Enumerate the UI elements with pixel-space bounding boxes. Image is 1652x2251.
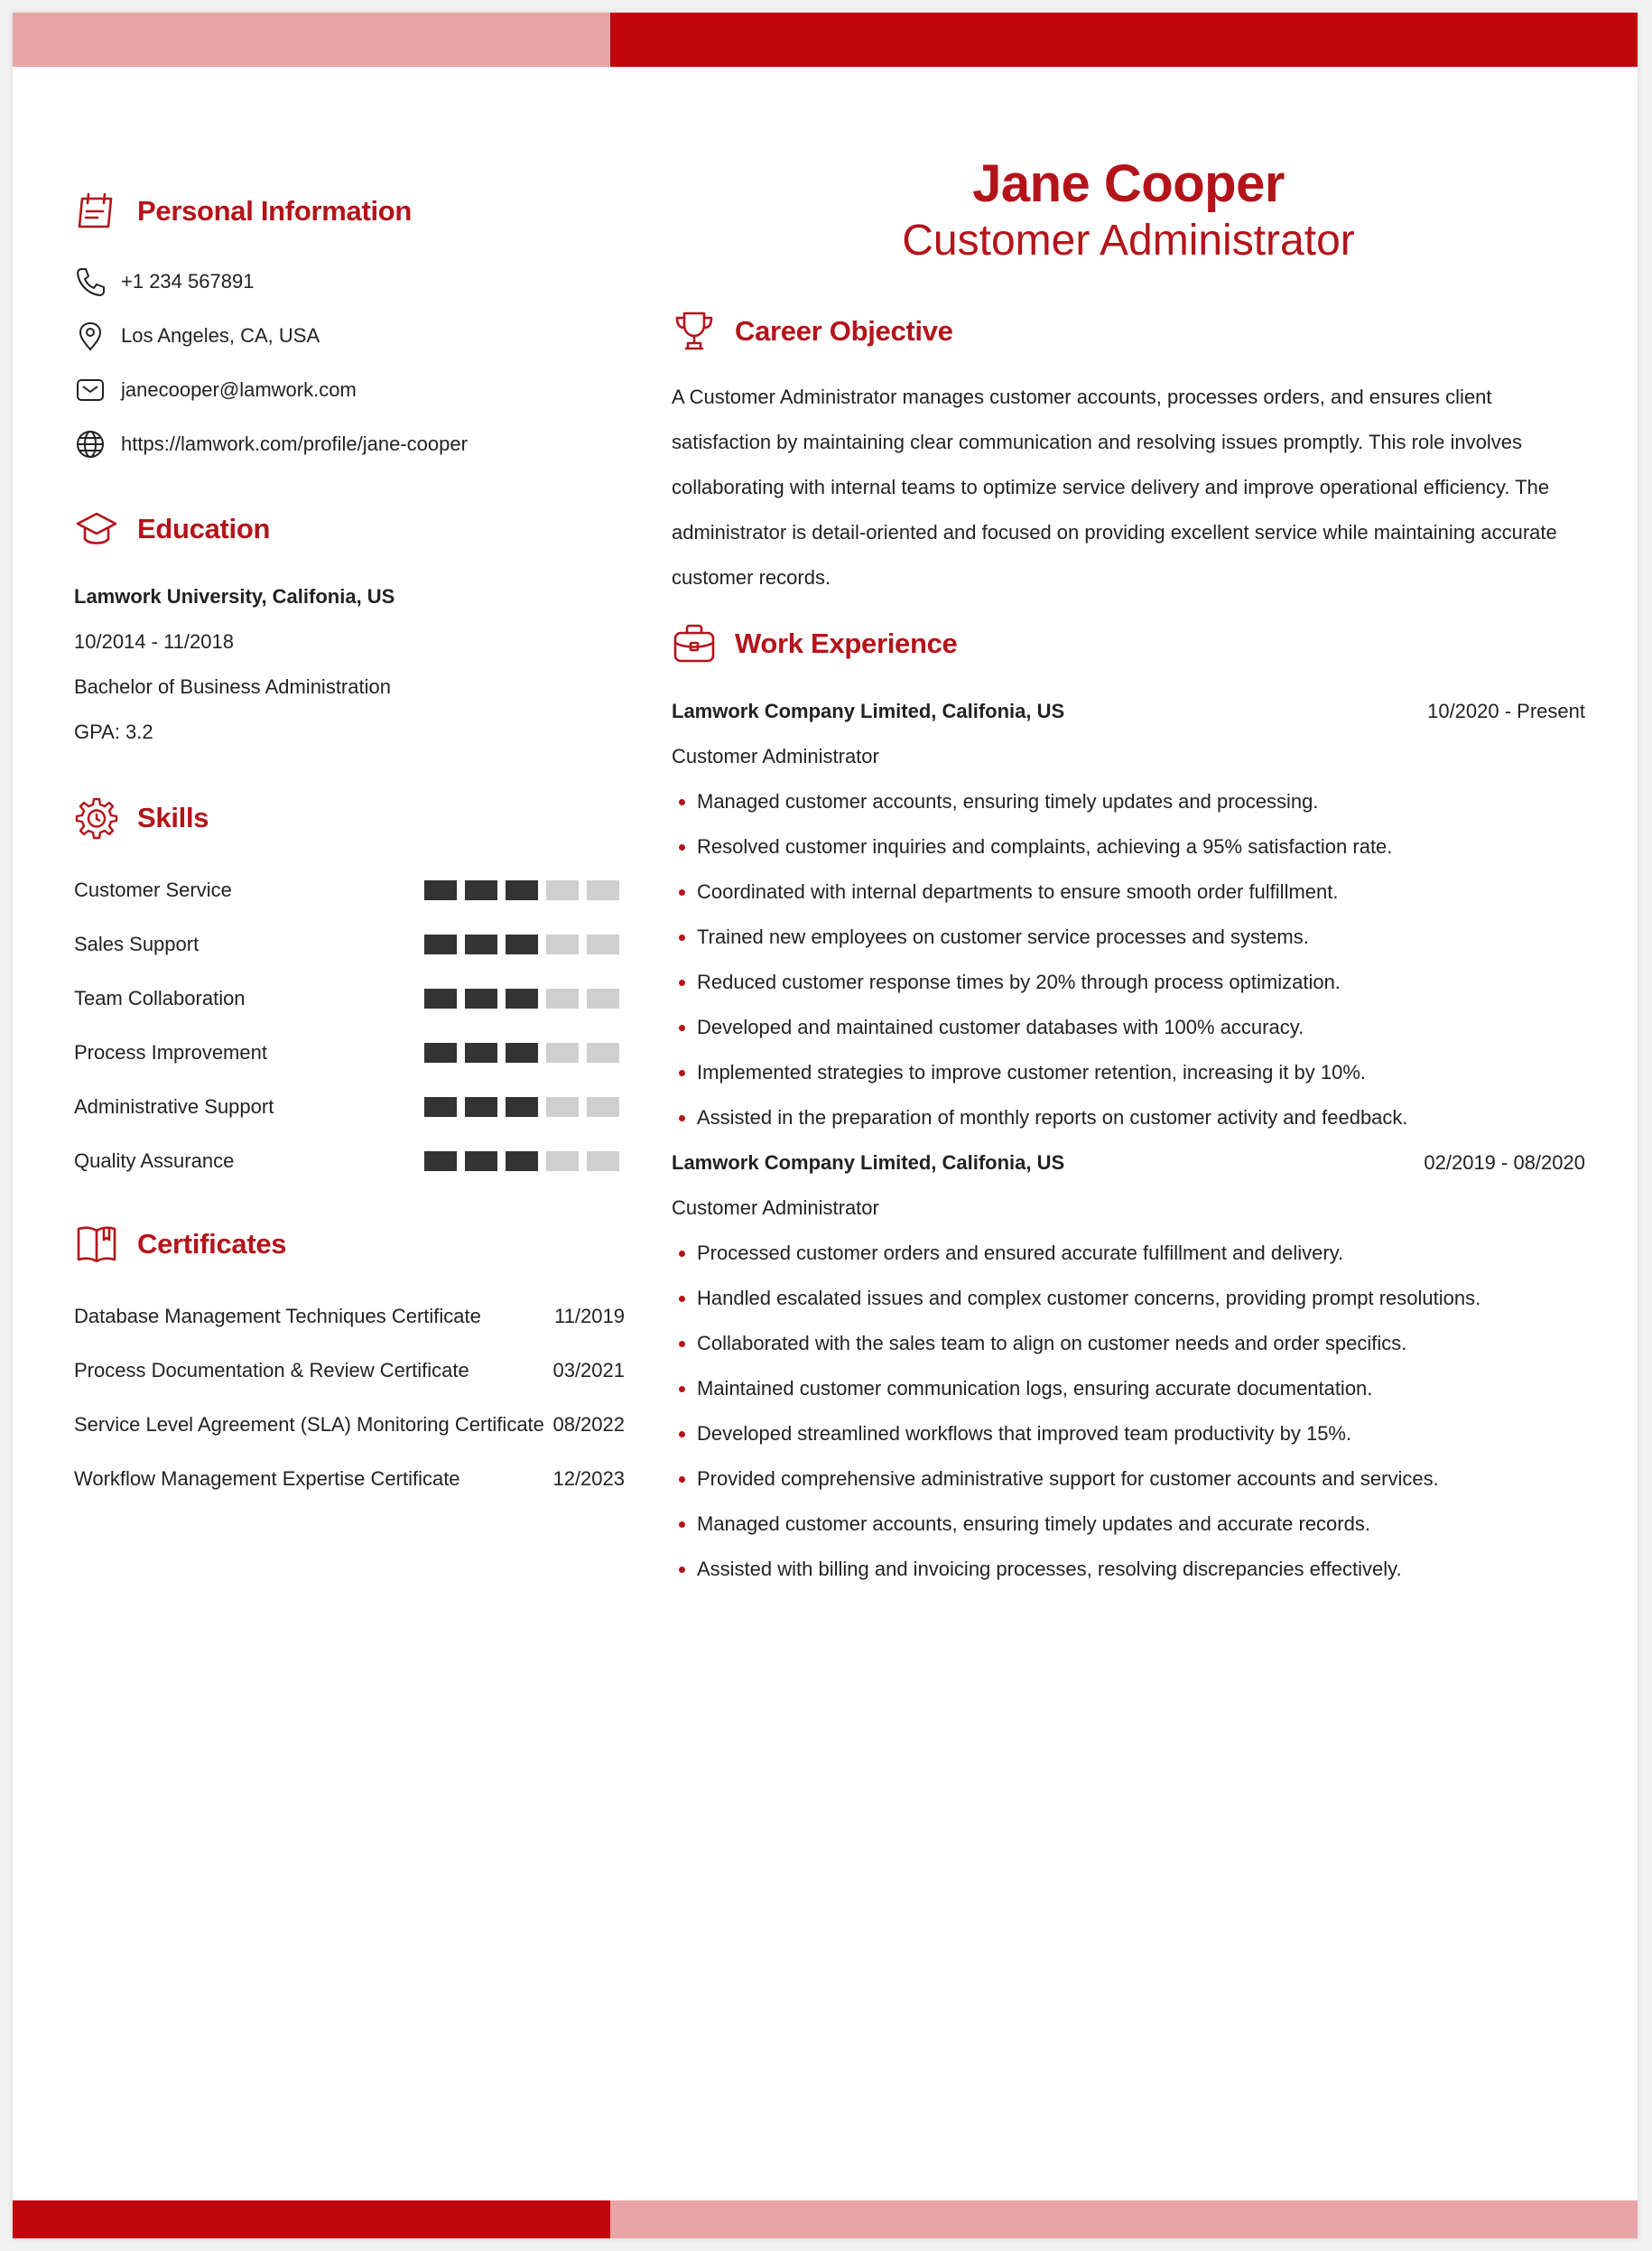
candidate-title: Customer Administrator (902, 217, 1355, 265)
skill-level-filled (465, 989, 497, 1009)
career-objective-text: A Customer Administrator manages customer accounts, processes orders, and ensures client satisfaction by maintaining clear communication and resolving issues promptly. This role involves collaborating with internal teams to optimize service delivery and improve operational efficiency. The administrator is detail-oriented and focused on providing excellent service while maintaining accurate customer records. (672, 386, 1557, 589)
skill-name: Team Collaboration (74, 987, 246, 1009)
education-dates: 10/2014 - 11/2018 (74, 630, 234, 653)
job-bullet: Coordinated with internal departments to ensure smooth order fulfillment. (672, 870, 1585, 915)
job-company: Lamwork Company Limited, Califonia, US (672, 700, 1065, 722)
website-row (74, 417, 625, 471)
job-header (672, 689, 1585, 734)
skill-level-empty (546, 1097, 579, 1117)
skill-name: Process Improvement (74, 1041, 267, 1064)
skill-level-filled (424, 1043, 457, 1063)
job-entry (672, 1140, 1585, 1592)
skill-level-filled (465, 1151, 497, 1171)
skill-level-filled (506, 1151, 538, 1171)
job-bullet: Resolved customer inquiries and complaints, achieving a 95% satisfaction rate. (672, 824, 1585, 870)
job-bullet: Managed customer accounts, ensuring timely updates and accurate records. (672, 1502, 1585, 1547)
calendar-note-icon (74, 186, 125, 237)
skill-name: Customer Service (74, 879, 232, 901)
skill-level-filled (424, 1151, 457, 1171)
job-role: Customer Administrator (672, 1196, 879, 1219)
skill-level-empty (546, 1043, 579, 1063)
bottom-bar-dark (13, 2200, 610, 2238)
job-bullet: Trained new employees on customer service processes and systems. (672, 915, 1585, 960)
skill-name: Administrative Support (74, 1095, 274, 1118)
certificate-row (74, 1398, 625, 1452)
skill-level-empty (546, 880, 579, 900)
job-bullet: Developed and maintained customer databases with 100% accuracy. (672, 1005, 1585, 1050)
skill-level-empty (587, 1097, 619, 1117)
section-title: Personal Information (137, 195, 413, 227)
skill-level-filled (424, 935, 457, 954)
website-text[interactable]: https://lamwork.com/profile/jane-cooper (121, 433, 468, 455)
location-text: Los Angeles, CA, USA (121, 324, 320, 347)
job-bullets (672, 1231, 1585, 1592)
candidate-name: Jane Cooper (972, 154, 1285, 213)
section-title: Certificates (137, 1228, 287, 1260)
briefcase-icon (672, 619, 722, 669)
school-name: Lamwork University, Califonia, US (74, 585, 395, 608)
skill-level-filled (465, 1043, 497, 1063)
graduation-cap-icon (74, 504, 125, 554)
open-book-icon (74, 1219, 125, 1270)
envelope-icon (74, 374, 121, 406)
skill-level-empty (587, 880, 619, 900)
skill-level-filled (465, 880, 497, 900)
certificate-row (74, 1452, 625, 1506)
certificate-date: 11/2019 (554, 1305, 625, 1327)
section-title: Work Experience (735, 628, 958, 659)
skill-level-meter (424, 1097, 619, 1117)
job-bullet: Provided comprehensive administrative support for customer accounts and services. (672, 1456, 1585, 1502)
skill-row (74, 1080, 625, 1134)
skill-level-filled (465, 1097, 497, 1117)
location-pin-icon (74, 320, 121, 352)
skill-name: Quality Assurance (74, 1149, 235, 1172)
email-row (74, 363, 625, 417)
job-bullet: Implemented strategies to improve customer retention, increasing it by 10%. (672, 1050, 1585, 1095)
skill-level-meter (424, 1043, 619, 1063)
job-bullet: Managed customer accounts, ensuring timely updates and processing. (672, 779, 1585, 824)
job-bullet: Collaborated with the sales team to align on customer needs and order specifics. (672, 1321, 1585, 1366)
education-heading (74, 502, 625, 556)
email-text[interactable]: janecooper@lamwork.com (121, 378, 357, 401)
section-title: Career Objective (735, 315, 953, 347)
skill-name: Sales Support (74, 933, 200, 955)
skill-level-empty (587, 989, 619, 1009)
skill-level-filled (506, 880, 538, 900)
skill-level-meter (424, 880, 619, 900)
personal-info-heading (74, 184, 625, 238)
skill-level-filled (506, 989, 538, 1009)
career-objective-heading (672, 304, 1585, 358)
section-title: Skills (137, 802, 209, 833)
skill-row (74, 1134, 625, 1188)
certificate-date: 08/2022 (552, 1413, 625, 1436)
phone-icon (74, 265, 121, 298)
certificate-date: 12/2023 (552, 1467, 625, 1490)
skill-level-meter (424, 1151, 619, 1171)
top-bar-dark (610, 13, 1638, 67)
skill-level-meter (424, 935, 619, 954)
work-experience-heading (672, 617, 1585, 671)
job-role: Customer Administrator (672, 745, 879, 767)
job-bullet: Reduced customer response times by 20% through process optimization. (672, 960, 1585, 1005)
job-dates: 02/2019 - 08/2020 (1424, 1151, 1585, 1174)
skill-level-meter (424, 989, 619, 1009)
skill-level-filled (506, 1097, 538, 1117)
top-bar-light (13, 13, 610, 67)
certificate-name: Workflow Management Expertise Certificate (74, 1467, 460, 1490)
certificate-name: Service Level Agreement (SLA) Monitoring Certificate (74, 1413, 544, 1436)
certificates-list (74, 1289, 625, 1506)
skill-level-filled (424, 1097, 457, 1117)
skill-row (74, 972, 625, 1026)
skill-level-filled (506, 1043, 538, 1063)
left-column (74, 184, 625, 1506)
skill-level-filled (465, 935, 497, 954)
skill-level-empty (587, 1151, 619, 1171)
job-dates: 10/2020 - Present (1427, 700, 1585, 722)
skill-level-empty (587, 935, 619, 954)
job-bullet: Handled escalated issues and complex customer concerns, providing prompt resolutions. (672, 1276, 1585, 1321)
resume-page (13, 13, 1638, 2238)
certificate-row (74, 1344, 625, 1398)
skills-heading (74, 791, 625, 845)
location-row (74, 309, 625, 363)
job-header (672, 1140, 1585, 1186)
phone-row (74, 255, 625, 309)
jobs-list (672, 689, 1585, 1592)
skill-row (74, 1026, 625, 1080)
job-bullet: Maintained customer communication logs, ensuring accurate documentation. (672, 1366, 1585, 1411)
certificate-name: Process Documentation & Review Certificate (74, 1359, 469, 1381)
job-bullet: Developed streamlined workflows that improved team productivity by 15%. (672, 1411, 1585, 1456)
phone-text[interactable]: +1 234 567891 (121, 270, 255, 293)
skills-list (74, 863, 625, 1188)
skill-level-filled (424, 880, 457, 900)
skill-level-empty (587, 1043, 619, 1063)
skill-level-filled (424, 989, 457, 1009)
job-bullet: Assisted in the preparation of monthly reports on customer activity and feedback. (672, 1095, 1585, 1140)
certificate-row (74, 1289, 625, 1344)
skill-level-empty (546, 935, 579, 954)
job-entry (672, 689, 1585, 1140)
skill-level-empty (546, 989, 579, 1009)
right-column (672, 153, 1585, 1592)
globe-icon (74, 428, 121, 460)
bottom-bar-light (610, 2200, 1638, 2238)
certificate-date: 03/2021 (552, 1359, 625, 1381)
skill-level-filled (506, 935, 538, 954)
skill-row (74, 917, 625, 972)
section-title: Education (137, 513, 271, 544)
skill-row (74, 863, 625, 917)
job-bullet: Assisted with billing and invoicing processes, resolving discrepancies effectively. (672, 1547, 1585, 1592)
skill-level-empty (546, 1151, 579, 1171)
job-company: Lamwork Company Limited, Califonia, US (672, 1151, 1065, 1174)
certificate-name: Database Management Techniques Certificate (74, 1305, 481, 1327)
gear-icon (74, 793, 125, 843)
job-bullets (672, 779, 1585, 1140)
certificates-heading (74, 1217, 625, 1271)
degree: Bachelor of Business Administration (74, 675, 391, 698)
job-bullet: Processed customer orders and ensured accurate fulfillment and delivery. (672, 1231, 1585, 1276)
gpa: GPA: 3.2 (74, 721, 153, 743)
trophy-icon (672, 306, 722, 357)
